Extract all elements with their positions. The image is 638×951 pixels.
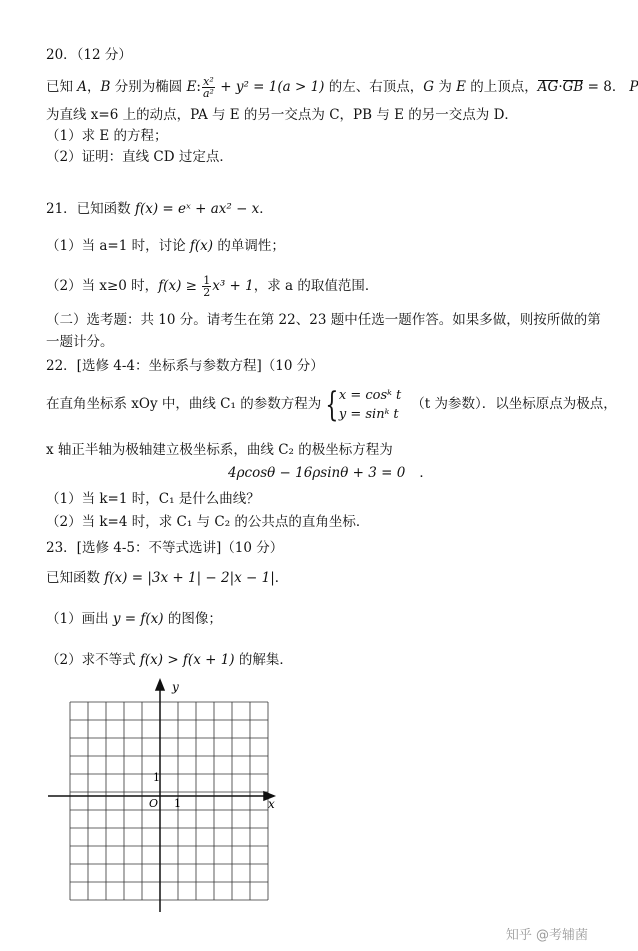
- y-unit-label: 1: [153, 771, 160, 784]
- optional-note-line2: 一题计分。: [46, 334, 114, 350]
- q20-part2: （2）证明：直线 CD 过定点．: [46, 149, 233, 165]
- parametric-system: x = cosᵏ t y = sinᵏ t: [338, 387, 402, 422]
- ellipse-fraction: $\frac{\text{x²}}{\text{a²}}$: [202, 75, 214, 100]
- q21-part1: （1）当 a=1 时，讨论 f(x) 的单调性；: [46, 238, 285, 254]
- x-unit-label: 1: [174, 797, 181, 810]
- q20-line2: 为直线 x=6 上的动点，PA 与 E 的另一交点为 C，PB 与 E 的另一交点为 D．: [46, 107, 518, 123]
- watermark: 知乎 @考辅菌: [505, 928, 588, 943]
- vector-gb: GB: [562, 79, 584, 95]
- q22-line2: x 轴正半轴为极轴建立极坐标系，曲线 C₂ 的极坐标方程为: [46, 442, 393, 458]
- q20-heading: 20．（12 分）: [46, 47, 132, 63]
- y-axis-arrow: [156, 680, 164, 690]
- q23-part2: （2）求不等式 f(x) > f(x + 1) 的解集．: [46, 652, 293, 668]
- q22-part2: （2）当 k=4 时，求 C₁ 与 C₂ 的公共点的直角坐标．: [46, 514, 370, 530]
- q21-part2: （2）当 x≥0 时，f(x) ≥ $\frac{1}{2}$ x³ + 1，求 a 的取值范围．: [46, 274, 379, 299]
- origin-label: O: [149, 797, 159, 810]
- optional-note-line1: （二）选考题：共 10 分。请考生在第 22、23 题中任选一题作答。如果多做，则按所做的第: [46, 312, 601, 328]
- vector-ag: AG: [537, 79, 559, 95]
- y-axis-label: y: [172, 680, 179, 694]
- q22-line1: 在直角坐标系 xOy 中，曲线 C₁ 的参数方程为 { x = cosᵏ t y = sinᵏ t （t 为参数）．以坐标原点为极点，: [46, 384, 617, 425]
- q21-heading: 21．已知函数 f(x) = eˣ + ax² − x．: [46, 201, 273, 217]
- q22-polar-equation: 4ρcosθ − 16ρsinθ + 3 = 0 ．: [228, 465, 433, 481]
- q22-heading: 22．[选修 4-4：坐标系与参数方程]（10 分）: [46, 358, 324, 374]
- q23-line1: 已知函数 f(x) = |3x + 1| − 2|x − 1|．: [46, 570, 289, 586]
- x-axis-label: x: [268, 797, 275, 811]
- system-brace: {: [325, 384, 339, 425]
- q20-line1: 已知 A，B 分别为椭圆 E: $\frac{\text{x²}}{\text{a²}}$ + y² = 1(a > 1) 的左、右顶点，G 为 E 的上顶点，AG·GB = 8． P: [46, 75, 638, 100]
- q20-part1: （1）求 E 的方程；: [46, 128, 168, 144]
- q22-part1: （1）当 k=1 时，C₁ 是什么曲线？: [46, 491, 260, 507]
- q23-heading: 23．[选修 4-5：不等式选讲]（10 分）: [46, 540, 284, 556]
- q23-part1: （1）画出 y = f(x) 的图像；: [46, 611, 222, 627]
- half-fraction: $\frac{1}{2}$: [203, 274, 211, 299]
